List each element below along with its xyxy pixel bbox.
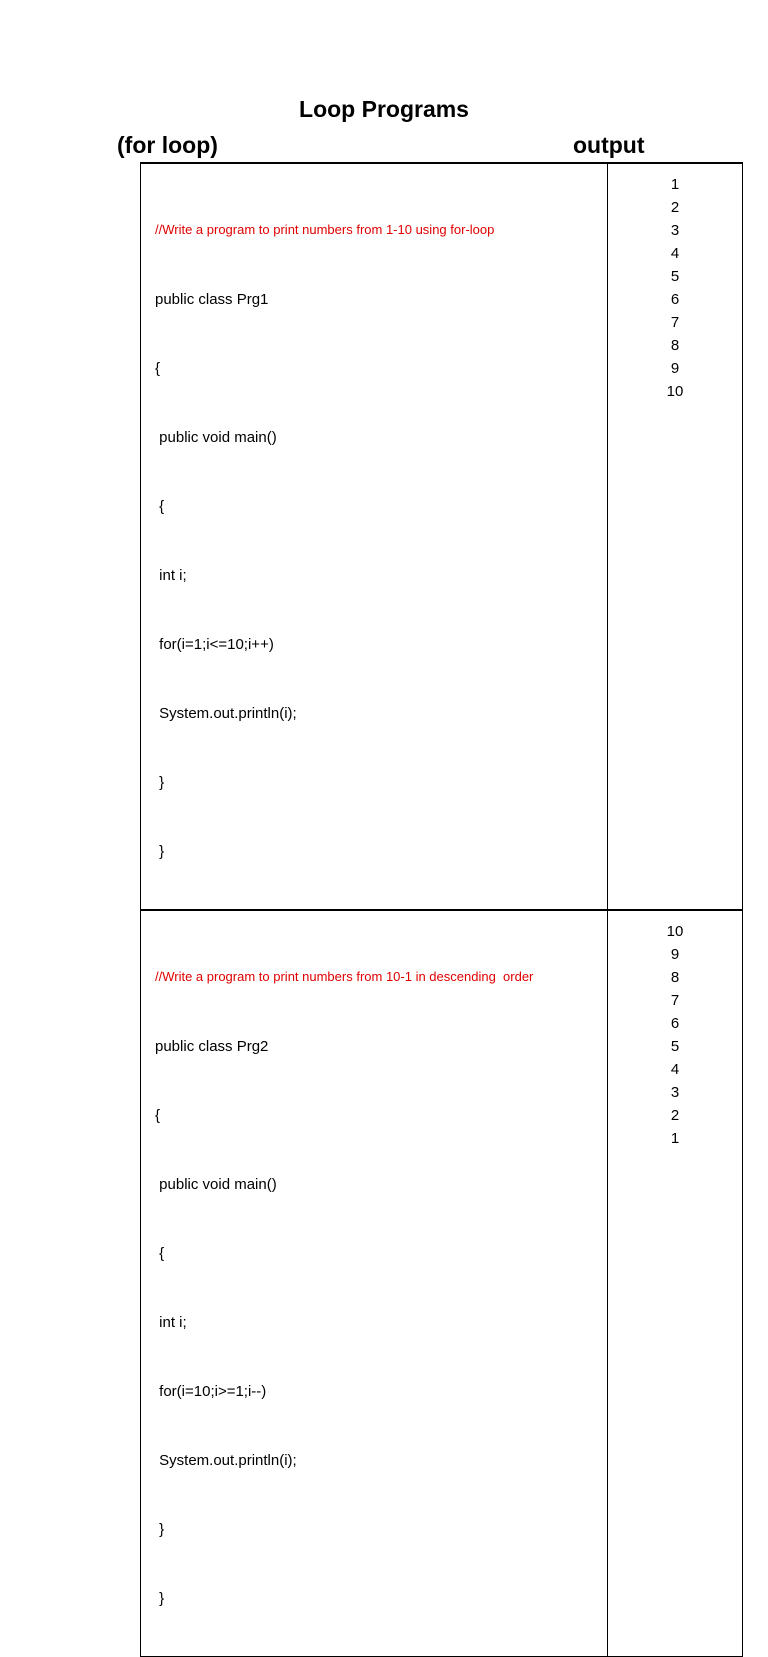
- code-line: int i;: [155, 567, 187, 584]
- output-cell: [608, 910, 743, 1657]
- code-line: {: [155, 360, 161, 377]
- output-list: [608, 164, 742, 403]
- code-line: public void main(): [155, 1176, 277, 1193]
- code-line: int i;: [155, 1314, 187, 1331]
- code-block: [141, 911, 607, 1656]
- output-value: 3: [670, 222, 680, 239]
- code-line: {: [155, 498, 165, 515]
- programs-table: [140, 162, 743, 1657]
- output-value: 6: [670, 291, 680, 308]
- output-list: [608, 911, 742, 1150]
- output-cell: [608, 163, 743, 910]
- output-column-heading: output: [573, 132, 645, 158]
- output-value: 10: [666, 923, 684, 940]
- output-value: 3: [670, 1084, 680, 1101]
- output-value: 6: [670, 1015, 680, 1032]
- code-line: public class Prg2: [155, 1038, 269, 1055]
- code-block: [141, 164, 607, 909]
- code-line: public class Prg1: [155, 291, 269, 308]
- output-value: 10: [666, 383, 684, 400]
- page-subtitle: (for loop): [117, 132, 218, 158]
- output-value: 4: [670, 245, 680, 262]
- code-line: System.out.println(i);: [155, 705, 297, 722]
- output-value: 9: [670, 946, 680, 963]
- program-comment: //Write a program to print numbers from 1-10 using for-loop: [155, 222, 495, 237]
- output-value: 5: [670, 1038, 680, 1055]
- output-value: 1: [670, 176, 680, 193]
- output-value: 4: [670, 1061, 680, 1078]
- page-title: Loop Programs: [299, 96, 469, 122]
- program-row: [141, 910, 743, 1657]
- output-value: 2: [670, 1107, 680, 1124]
- code-cell: [141, 910, 608, 1657]
- output-value: 5: [670, 268, 680, 285]
- code-line: }: [155, 843, 165, 860]
- output-value: 2: [670, 199, 680, 216]
- code-cell: [141, 163, 608, 910]
- output-value: 7: [670, 314, 680, 331]
- code-line: }: [155, 1521, 165, 1538]
- output-value: 8: [670, 337, 680, 354]
- code-line: }: [155, 774, 165, 791]
- output-value: 9: [670, 360, 680, 377]
- code-line: System.out.println(i);: [155, 1452, 297, 1469]
- program-row: [141, 163, 743, 910]
- code-line: public void main(): [155, 429, 277, 446]
- output-value: 7: [670, 992, 680, 1009]
- code-line: for(i=10;i>=1;i--): [155, 1383, 267, 1400]
- code-line: for(i=1;i<=10;i++): [155, 636, 274, 653]
- code-line: {: [155, 1245, 165, 1262]
- program-comment: //Write a program to print numbers from 10-1 in descending order: [155, 969, 534, 984]
- output-value: 8: [670, 969, 680, 986]
- code-line: {: [155, 1107, 161, 1124]
- output-value: 1: [670, 1130, 680, 1147]
- code-line: }: [155, 1590, 165, 1607]
